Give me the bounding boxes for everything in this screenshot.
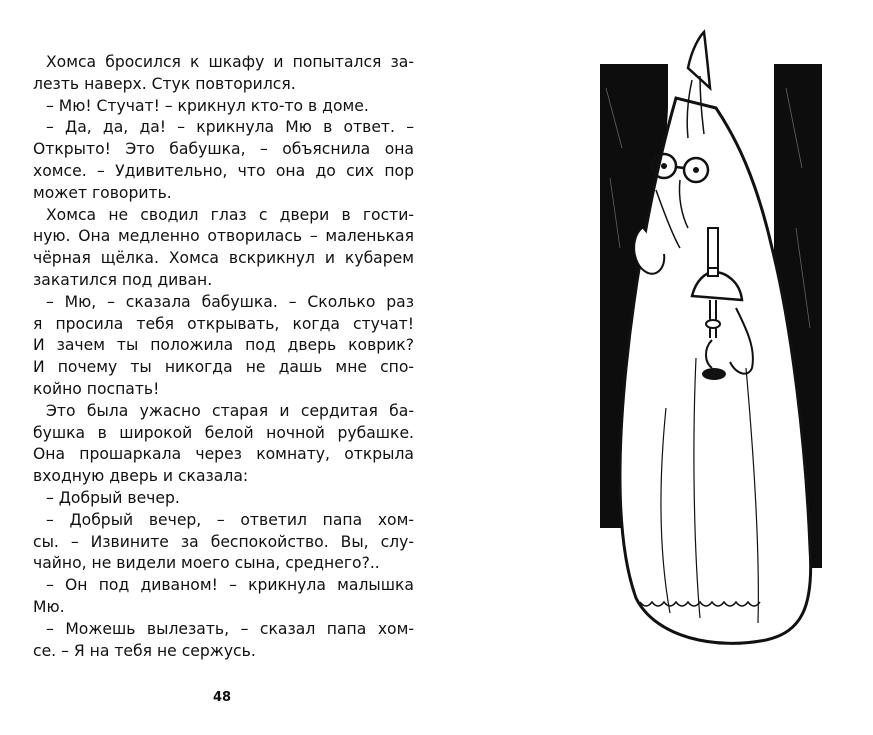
text-line: Хомса бросился к шкафу и попытался за- (46, 53, 414, 71)
candle (708, 228, 718, 268)
text-line: – Добрый вечер. (46, 488, 180, 507)
text-line: – Мю, – сказала бабушка. – Сколько раз (46, 292, 414, 311)
grandmother-illustration (596, 28, 832, 668)
text-line: бушка в широкой белой ночной рубашке. (33, 423, 414, 442)
text-line: хомсе. – Удивительно, что она до сих пор (33, 161, 414, 180)
text-line: Мю. (33, 597, 65, 616)
head-tuft (688, 32, 710, 88)
text-line: – Он под диваном! – крикнула малышка (46, 576, 414, 595)
text-line: Она прошаркала через комнату, открыла (33, 445, 414, 464)
text-line: И зачем ты положила под дверь коврик? (33, 336, 414, 355)
candle-base (702, 368, 726, 380)
text-line: я просила тебя открывать, когда стучат! (33, 314, 414, 333)
page-number: 48 (212, 690, 232, 705)
text-line: Открыто! Это бабушка, – объяснила она (33, 140, 414, 159)
text-line: Хомса не сводил глаз с двери в гости- (46, 205, 414, 224)
text-line: входную дверь и сказала: (33, 467, 249, 486)
text-line: И почему ты никогда не дашь мне спо- (33, 358, 414, 377)
text-line: чёрная щёлка. Хомса вскрикнул и кубарем (33, 249, 414, 268)
text-line: – Можешь вылезать, – сказал папа хом- (46, 619, 414, 638)
text-line: се. – Я на тебя не сержусь. (33, 641, 256, 660)
text-line: Это была ужасно старая и сердитая ба- (46, 401, 414, 420)
text-line: закатился под диван. (33, 270, 213, 289)
text-line: сы. – Извините за беспокойство. Вы, слу- (33, 532, 414, 551)
text-line: чайно, не видели моего сына, среднего?.. (33, 554, 380, 573)
page-text (33, 52, 414, 662)
text-line: – Да, да, да! – крикнула Мю в ответ. – (46, 118, 414, 137)
text-line: – Мю! Стучат! – крикнул кто-то в доме. (46, 96, 369, 115)
text-line: ную. Она медленно отворилась – маленькая (33, 227, 414, 246)
text-line: – Добрый вечер, – ответил папа хом- (46, 510, 414, 529)
text-line: может говорить. (33, 183, 172, 202)
text-line: лезть наверх. Стук повторился. (33, 74, 296, 93)
text-line: койно поспать! (33, 379, 160, 398)
